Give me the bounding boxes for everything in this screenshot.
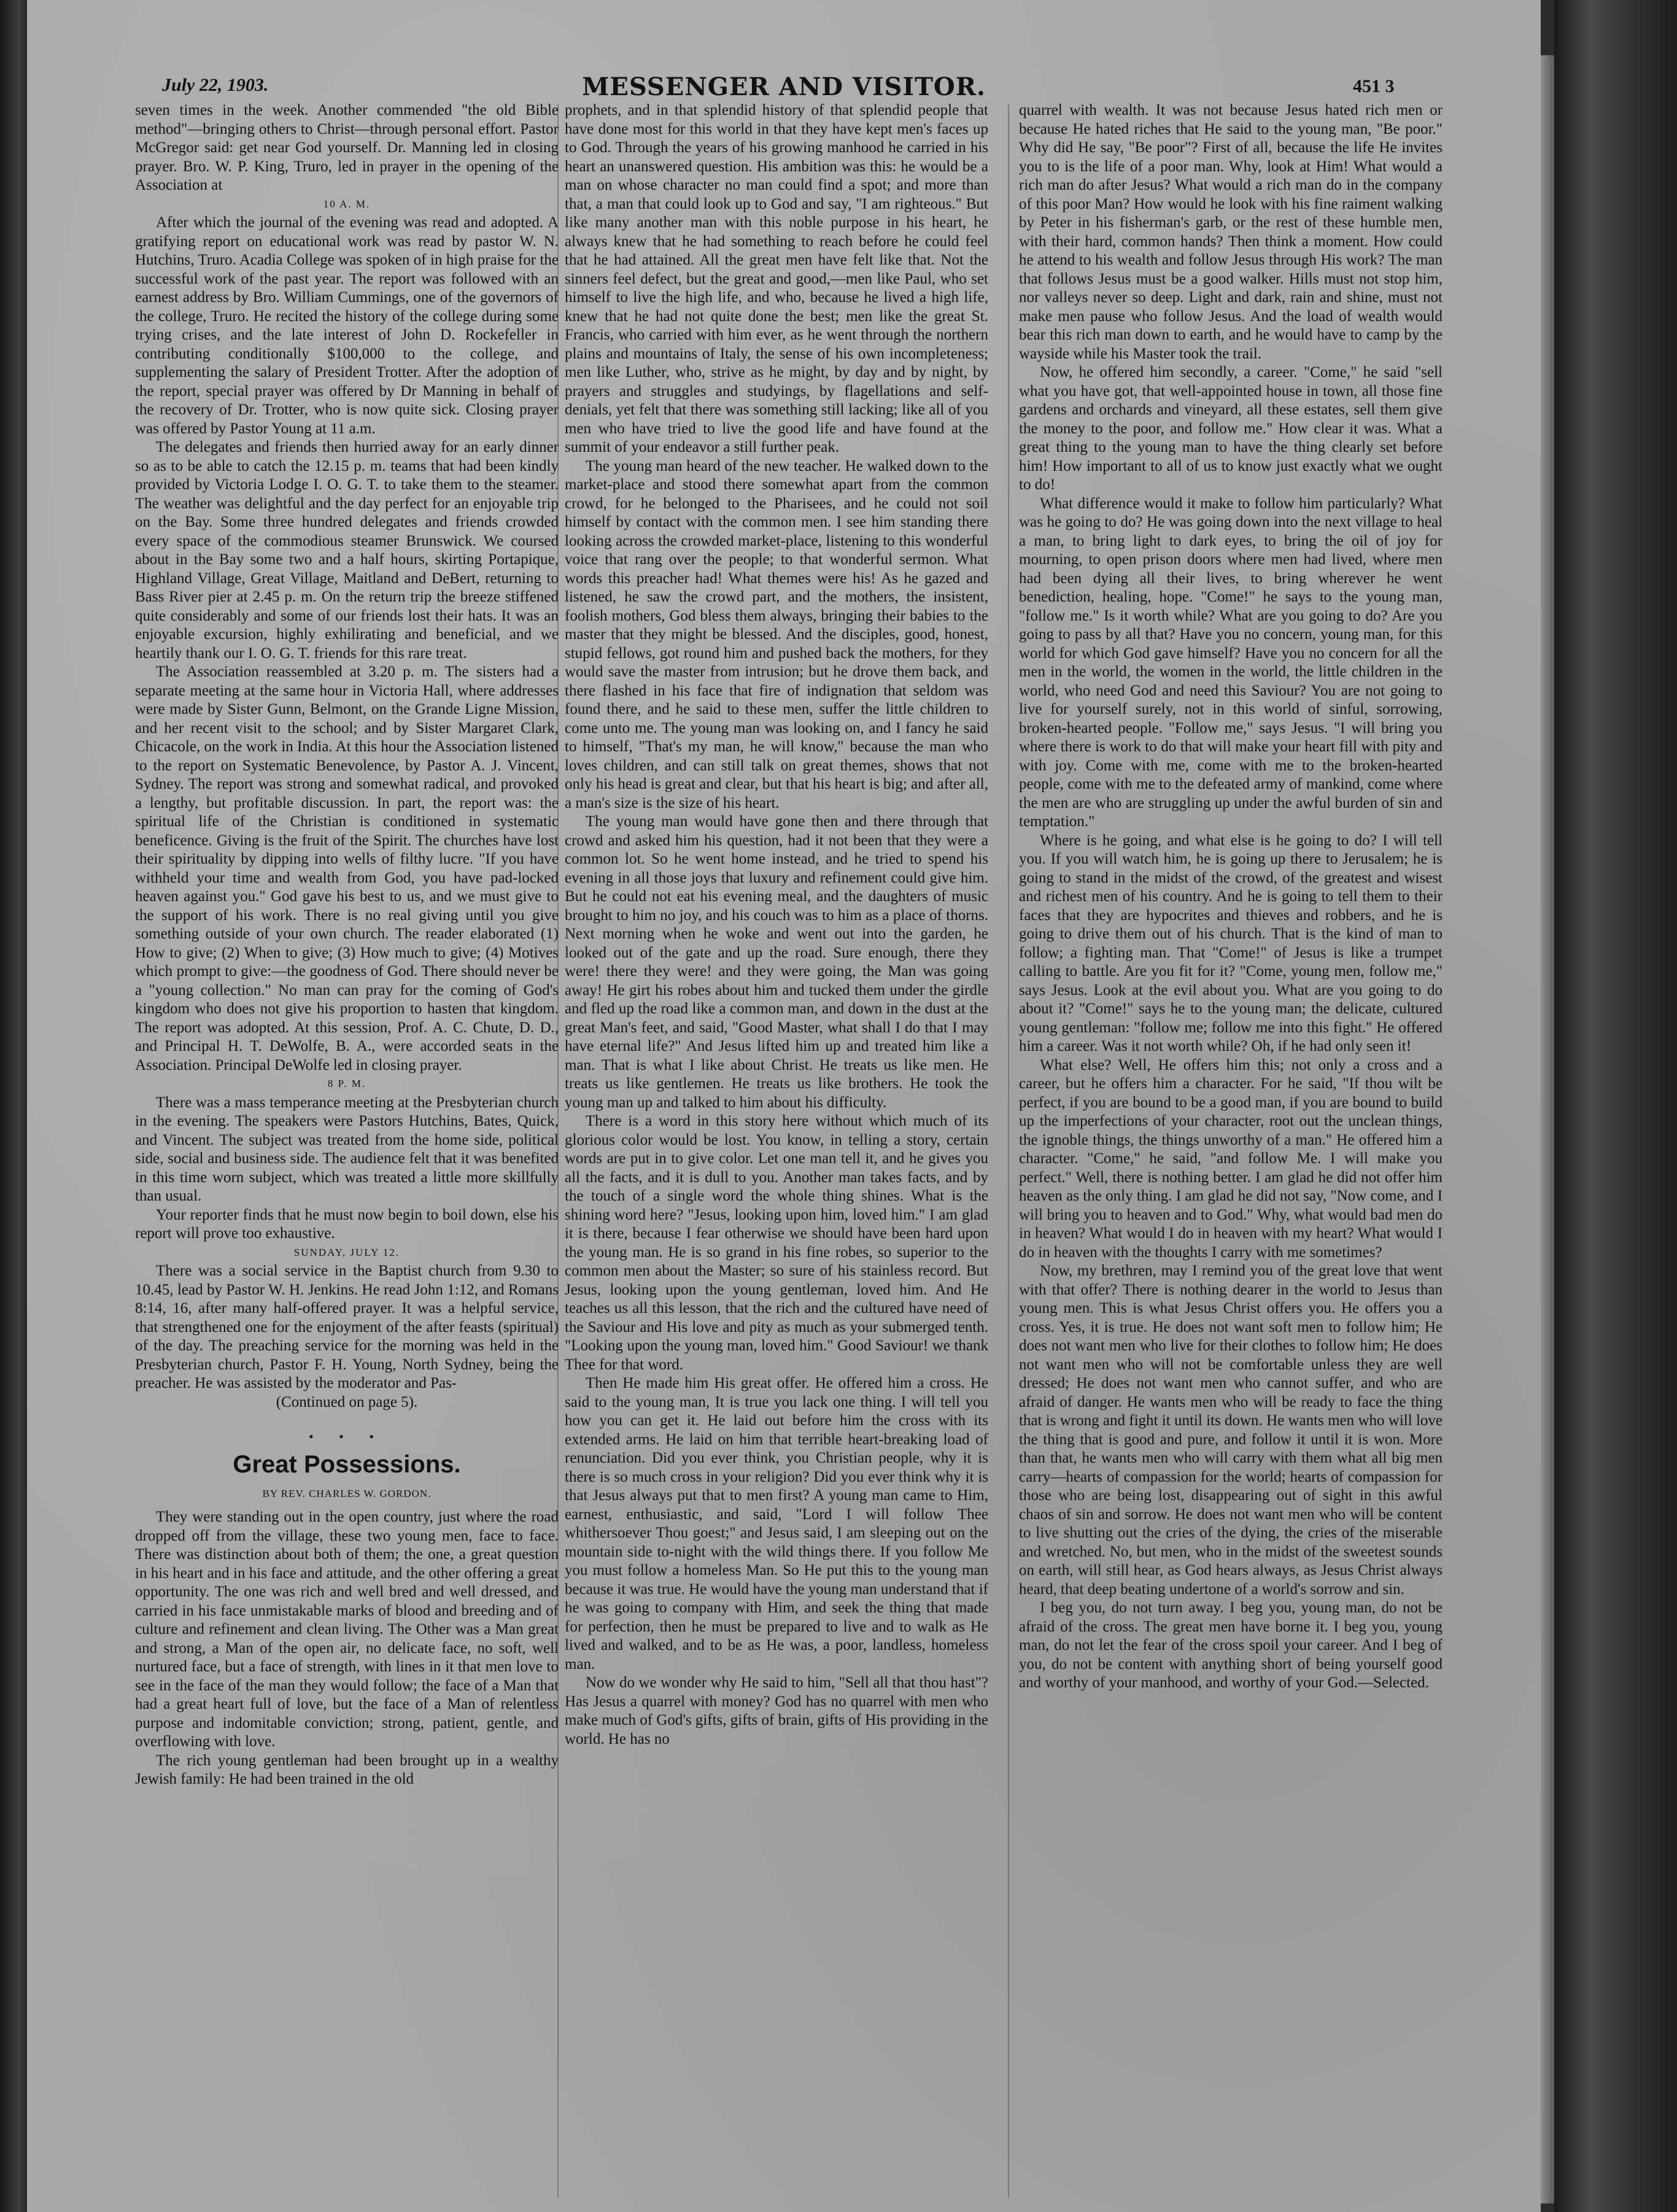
continued-note: (Continued on page 5).	[276, 1393, 418, 1410]
paragraph: Where is he going, and what else is he going to do? I will tell you. If you will watch him, he is going up there to Jerusalem; he is going to stand in the midst of the crowd, of the greatest and wisest and richest men of his country. And he is going to tell them to their faces that they are hypocrites and thieves and robbers, and he is going to drive them out of his church. That is the kind of man to follow; a fighting man. That "Come!" of Jesus is like a trumpet calling to battle. Are you fit for it? "Come, young men, follow me," says Jesus. Look at the evil about you. What are you going to do about it? "Come!" says he to the young man; the delicate, cultured young gentleman: "follow me; follow me into this fight." He offered him a career. Was it not worth while? Oh, if he had only seen it!	[1019, 832, 1443, 1054]
paragraph: What difference would it make to follow him particularly? What was he going to do? He was going down into the next village to heal a man, to bring light to dark eyes, to bring the oil of joy for mourning, to open prison doors where men had lived, where men had been dying all their lives, to bring wherever he went benediction, healing, hope. "Come!" he says to the young man, "follow me." Is it worth while? What are you going to do? Are you going to pass by all that? Have you no concern, young man, for this world for which God gave himself? Have you no concern for all the men in the world, the women in the world, the little children in the world, who need God and need this Saviour? You are not going to live for yourself surely, not in this world of sinful, sorrowing, broken-hearted people. "Follow me," says Jesus. "I will bring you where there is work to do that will make your heart fill with pity and with joy. Come with me, come with me to the broken-hearted people, come with me to the defeated army of mankind, come where the men are who are struggling up under the awful burden of sin and temptation."	[1019, 495, 1443, 830]
article-byline: BY REV. CHARLES W. GORDON.	[262, 1487, 432, 1499]
paragraph: Now do we wonder why He said to him, "Sell all that thou hast"? Has Jesus a quarrel with money? God has no quarrel with men who make much of God's gifts, gifts of brain, gifts of His providing in the world. He has no	[565, 1674, 988, 1747]
paragraph: There is a word in this story here without which much of its glorious color would be lost. You know, in telling a story, certain words are put in to give color. Let one man tell it, and he gives you all the facts, and it is dull to you. Another man takes facts, and by the touch of a single word the whole thing shines. What is the shining word here? "Jesus, looking upon him, loved him." I am glad it is there, because I fear otherwise we should have been hard upon the young man. He is so grand in his fine robes, so superior to the common men about the Master; so sure of his stainless record. But Jesus, looking upon the young gentleman, loved him. And He teaches us all this lesson, that the rich and the cultured have need of the Saviour and His love and pity as much as your submerged tenth. "Looking upon the young man, loved him." Good Saviour! we thank Thee for that word.	[565, 1113, 988, 1373]
page-header	[27, 0, 1541, 101]
paragraph: There was a social service in the Baptist church from 9.30 to 10.45, lead by Pastor W. H. Jenkins. He read John 1:12, and Romans 8:14, 16, after many half-offered prayer. It was a helpful service, that strengthened one for the enjoyment of the after feasts (spiritual) of the day. The preaching service for the morning was held in the Presbyterian church, Pastor F. H. Young, North Sydney, being the preacher. He was assisted by the moderator and Pas-	[135, 1263, 559, 1391]
section-heading: SUNDAY, JULY 12.	[293, 1246, 400, 1258]
section-heading: 10 A. M.	[323, 198, 371, 210]
paragraph: The young man would have gone then and there through that crowd and asked him his question, had it not been that they were a common lot. So he went home instead, and he tried to spend his evening in all those joys that luxury and refinement could give him. But he could not eat his evening meal, and the daughters of music brought to him no joy, and his couch was to him as a place of thorns. Next morning when he woke and went out into the garden, he looked out of the gate and up the road. Sure enough, there they were! there they were! and they were going, the Man was going away! He girt his robes about him and tucked them under the girdle and fled up the road like a common man, and down in the dust at the great Man's feet, and said, "Good Master, what shall I do that I may have eternal life?" And Jesus lifted him up and treated him like a man. That is what I like about Christ. He treats us like men. He treats us like gentlemen. He treats us like brothers. He took the young man up and talked to him about his difficulty.	[565, 813, 988, 1111]
column-3	[1019, 101, 1443, 2200]
right-scan-border	[1554, 0, 1677, 2212]
paragraph: After which the journal of the evening was read and adopted. A gratifying report on educational work was read by pastor W. N. Hutchins, Truro. Acadia College was spoken of in high praise for the successful work of the past year. The report was followed with an earnest address by Bro. William Cummings, one of the governors of the college, Truro. He recited the history of the college during some trying crises, and the late interest of John D. Rockefeller in contributing conditionally $100,000 to the college, and supplementing the salary of President Trotter. After the adoption of the report, special prayer was offered by Dr Manning in behalf of the recovery of Dr. Trotter, who is now quite sick. Closing prayer was offered by Pastor Young at 11 a.m.	[135, 214, 559, 437]
paragraph: What else? Well, He offers him this; not only a cross and a career, but he offers him a character. For he said, "If thou wilt be perfect, if you are bound to be a good man, if you are bound to build up the imperfections of your character, root out the unclean things, the ignoble things, the things unworthy of a man." He offered him a character. "Come," he said, "and follow Me. I will make you perfect." Well, there is nothing better. I am glad he did not offer him heaven as the only thing. I am glad he did not say, "Now come, and I will bring you to heaven and to God." Why, what would bad men do in heaven? What would I do in heaven with my heart? What would I do in heaven with the thoughts I carry with me sometimes?	[1019, 1056, 1443, 1261]
paragraph: Your reporter finds that he must now begin to boil down, else his report will prove too exhaustive.	[135, 1206, 559, 1242]
paragraph: Now, he offered him secondly, a career. "Come," he said "sell what you have got, that well-appointed house in town, all those fine gardens and orchards and vineyard, all these estates, sell them give the money to the poor, and follow me." How clear it was. What a great thing to the young man to have the thing clearly set before him! How important to all of us to know just exactly what we ought to do!	[1019, 364, 1443, 493]
paragraph: There was a mass temperance meeting at the Presbyterian church in the evening. The speakers were Pastors Hutchins, Bates, Quick, and Vincent. The subject was treated from the home side, political side, social and business side. The audience felt that it was benefited in this time worn subject, which was treated a little more skillfully than usual.	[135, 1094, 559, 1204]
article-title: Great Possessions.	[233, 1450, 461, 1478]
paragraph: prophets, and in that splendid history of that splendid people that have done most for this world in that they have kept men's faces up to God. Through the years of his growing manhood he carried in his heart an unanswered question. His ambition was this: he would be a man on whose character no man could find a spot; and more than that, a man that could look up to God and say, "I am righteous." But like many another man with this noble purpose in his heart, he always knew that he had something to reach before he could feel that he had attained. All the great men have felt like that. Not the sinners feel defect, but the great and good,—men like Paul, who set himself to live the high life, and who, because he lived a high life, knew that he had not quite done the best; men like the great St. Francis, who carried with him ever, as he went through the northern plains and mountains of Italy, the sense of his own incompleteness; men like Luther, who, strive as he might, by day and by night, by prayers and struggles and studyings, by flagellations and self-denials, yet felt that there was something still lacking; like all of you men who have tried to live the good life and have found at the summit of your endeavor a still further peak.	[565, 102, 988, 455]
column-2	[565, 101, 988, 2200]
page-number: 451 3	[1353, 76, 1395, 96]
left-page-edge	[0, 0, 27, 2212]
paragraph: The Association reassembled at 3.20 p. m. The sisters had a separate meeting at the same hour in Victoria Hall, where addresses were made by Sister Gunn, Belmont, on the Grande Ligne Mission, and her recent visit to the school; and by Sister Margaret Clark, Chicacole, on the work in India. At this hour the Association listened to the report on Systematic Benevolence, by Pastor A. J. Vincent, Sydney. The report was strong and somewhat radical, and provoked a lengthy, but profitable discussion. In part, the report was: the spiritual life of the Christian is conditioned in systematic beneficence. Giving is the fruit of the Spirit. The churches have lost their spirituality by dipping into wells of filthy lucre. "If you have withheld your time and wealth from God, you have pad-locked heaven against you." God gave his best to us, and we must give to the support of his work. There is no real giving until you give something outside of your own church. The reader elaborated (1) How to give; (2) When to give; (3) How much to give; (4) Motives which prompt to give:—the goodness of God. There should never be a "young collection." No man can pray for the coming of God's kingdom who does not give his proportion to hasten that kingdom. The report was adopted. At this session, Prof. A. C. Chute, D. D., and Principal H. T. DeWolfe, B. A., were accorded seats in the Association. Principal DeWolfe led in closing prayer.	[135, 663, 559, 1073]
paragraph: I beg you, do not turn away. I beg you, young man, do not be afraid of the cross. The great men have borne it. I beg you, young man, do not let the fear of the cross spoil your career. And I beg of you, do not be content with anything short of being yourself good and worthy of your manhood, and worthy of your God.—Selected.	[1019, 1599, 1443, 1691]
paragraph: They were standing out in the open country, just where the road dropped off from the village, these two young men, face to face. There was distinction about both of them; the one, a great question in his heart and in his face and attitude, and the other offering a great opportunity. The one was rich and well bred and well dressed, and carried in his face unmistakable marks of blood and breeding and of culture and refinement and clean living. The Other was a Man great and strong, a Man of the open air, no delicate face, no soft, well nurtured face, but a face of strength, with lines in it that men love to see in the face of the man they would follow; the face of a Man that had a great heart full of love, but the face of a Man of relentless purpose and indomitable conviction; strong, patient, gentle, and overflowing with love.	[135, 1509, 559, 1750]
paragraph: Then He made him His great offer. He offered him a cross. He said to the young man, It is true you lack one thing. I will tell you how you can get it. He laid out before him the cross with its extended arms. He laid on him that terrible heart-breaking load of renunciation. Did you ever think, you Christian people, why it is there is so much cross in your religion? Did you ever think why it is that Jesus always put that to men first? A young man came to Him, earnest, enthusiastic, and said, "Lord I will follow Thee whithersoever Thou goest;" and Jesus said, I am sleeping out on the mountain side to-night with the wild things there. If you follow Me you must follow a homeless Man. So He put this to the young man because it was true. He would have the young man understand that if he was going to company with Him, and seek the thing that made for perfection, then he must be prepared to live and to walk as He lived and walked, and to be as He was, a poor, landless, homeless man.	[565, 1375, 988, 1673]
paragraph: seven times in the week. Another commended "the old Bible method"—bringing others to Christ—through personal effort. Pastor McGregor said: get near God yourself. Dr. Manning led in closing prayer. Bro. W. P. King, Truro, led in prayer in the opening of the Association at	[135, 102, 559, 193]
page-stack-edge	[1541, 55, 1554, 2203]
section-heading: 8 P. M.	[327, 1078, 366, 1089]
paragraph: Now, my brethren, may I remind you of the great love that went with that offer? There is nothing dearer in the world to Jesus than young men. This is what Jesus Christ offers you. He offers you a cross. Yes, it is true. He does not want soft men to follow him; He does not want men who live for their clothes to follow him; He does not want men who will not be comfortable unless they are well dressed; He does not want men who cannot suffer, and who are afraid of danger. He wants men who will be ready to face the thing that is wrong and fight it until its down. He wants men who will love the thing that is good and pure, and follow it until it is won. More than that, he wants men who will carry with them what all big men carry—hearts of compassion for the world; hearts of compassion for those who are being lost, disappearing out of sight in this awful chaos of sin and sorrow. He does not want men who will be content to live shutting out the cries of the dying, the cries of the miserable and wretched. No, but men, who in the midst of the sweetest sounds on earth, will still hear, as God hears always, as Jesus Christ always heard, that deep beating undertone of a world's sorrow and sin.	[1019, 1263, 1443, 1598]
column-1	[135, 101, 559, 2200]
paragraph: The delegates and friends then hurried away for an early dinner so as to be able to catch the 12.15 p. m. teams that had been kindly provided by Victoria Lodge I. O. G. T. to take them to the steamer. The weather was delightful and the day perfect for an enjoyable trip on the Bay. Some three hundred delegates and friends crowded every space of the commodious steamer Brunswick. We coursed about in the Bay some two and a half hours, skirting Portapique, Highland Village, Great Village, Maitland and DeBert, returning to Bass River pier at 2.45 p. m. On the return trip the breeze stiffened quite considerably and some of our friends lost their hats. It was an enjoyable excursion, highly exhilirating and beneficial, and we heartily thank our I. O. G. T. friends for this rare treat.	[135, 439, 559, 662]
masthead: MESSENGER AND VISITOR.	[582, 72, 986, 101]
paragraph: The rich young gentleman had been brought up in a wealthy Jewish family: He had been trained in the old	[135, 1752, 559, 1787]
newspaper-page	[27, 0, 1541, 2212]
issue-date: July 22, 1903.	[162, 75, 269, 95]
paragraph: The young man heard of the new teacher. He walked down to the market-place and stood there somewhat apart from the common crowd, for he belonged to the Pharisees, and he could not soil himself by contact with the common men. I see him standing there looking across the crowded market-place, listening to this wonderful voice that rang over the people; to that wonderful sermon. What words this preacher had! What themes were his! As he gazed and listened, he saw the crowd part, and the mothers, the insistent, foolish mothers, God bless them always, bringing their babies to the master that they might be blessed. And the disciples, good, honest, stupid fellows, got round him and pushed back the mothers, for they would save the master from intrusion; but he drove them back, and there flashed in his face that fire of indignation that seldom was found there, and he said to these men, suffer the little children to come unto me. The young man was looking on, and I fancy he said to himself, "That's my man, he will know," because the man who loves children, and can still talk on great themes, shows that not only his head is great and clear, but that his heart is big; and after all, a man's size is the size of his heart.	[565, 457, 988, 811]
column-rule	[1008, 104, 1009, 2197]
ornament-dots: • • •	[308, 1429, 385, 1444]
paragraph: quarrel with wealth. It was not because Jesus hated rich men or because He hated riches that He said to the young man, "Be poor." Why did He say, "Be poor"? First of all, because the life He invites you to is the life of a poor man. Why, look at Him! What would a rich man do after Jesus? What would a rich man do in the company of this poor Man? How would he look with his fine raiment walking by Peter in his fisherman's garb, or the rest of these humble men, with their hard, common hands? Then think a moment. How could he attend to his wealth and follow Jesus through His work? The man that follows Jesus must be a good walker. Hills must not stop him, nor valleys never so deep. Light and dark, rain and shine, must not make men pause who follow Jesus. And the load of wealth would bear this rich man down to earth, and he would have to camp by the wayside while his Master took the trail.	[1019, 102, 1443, 362]
